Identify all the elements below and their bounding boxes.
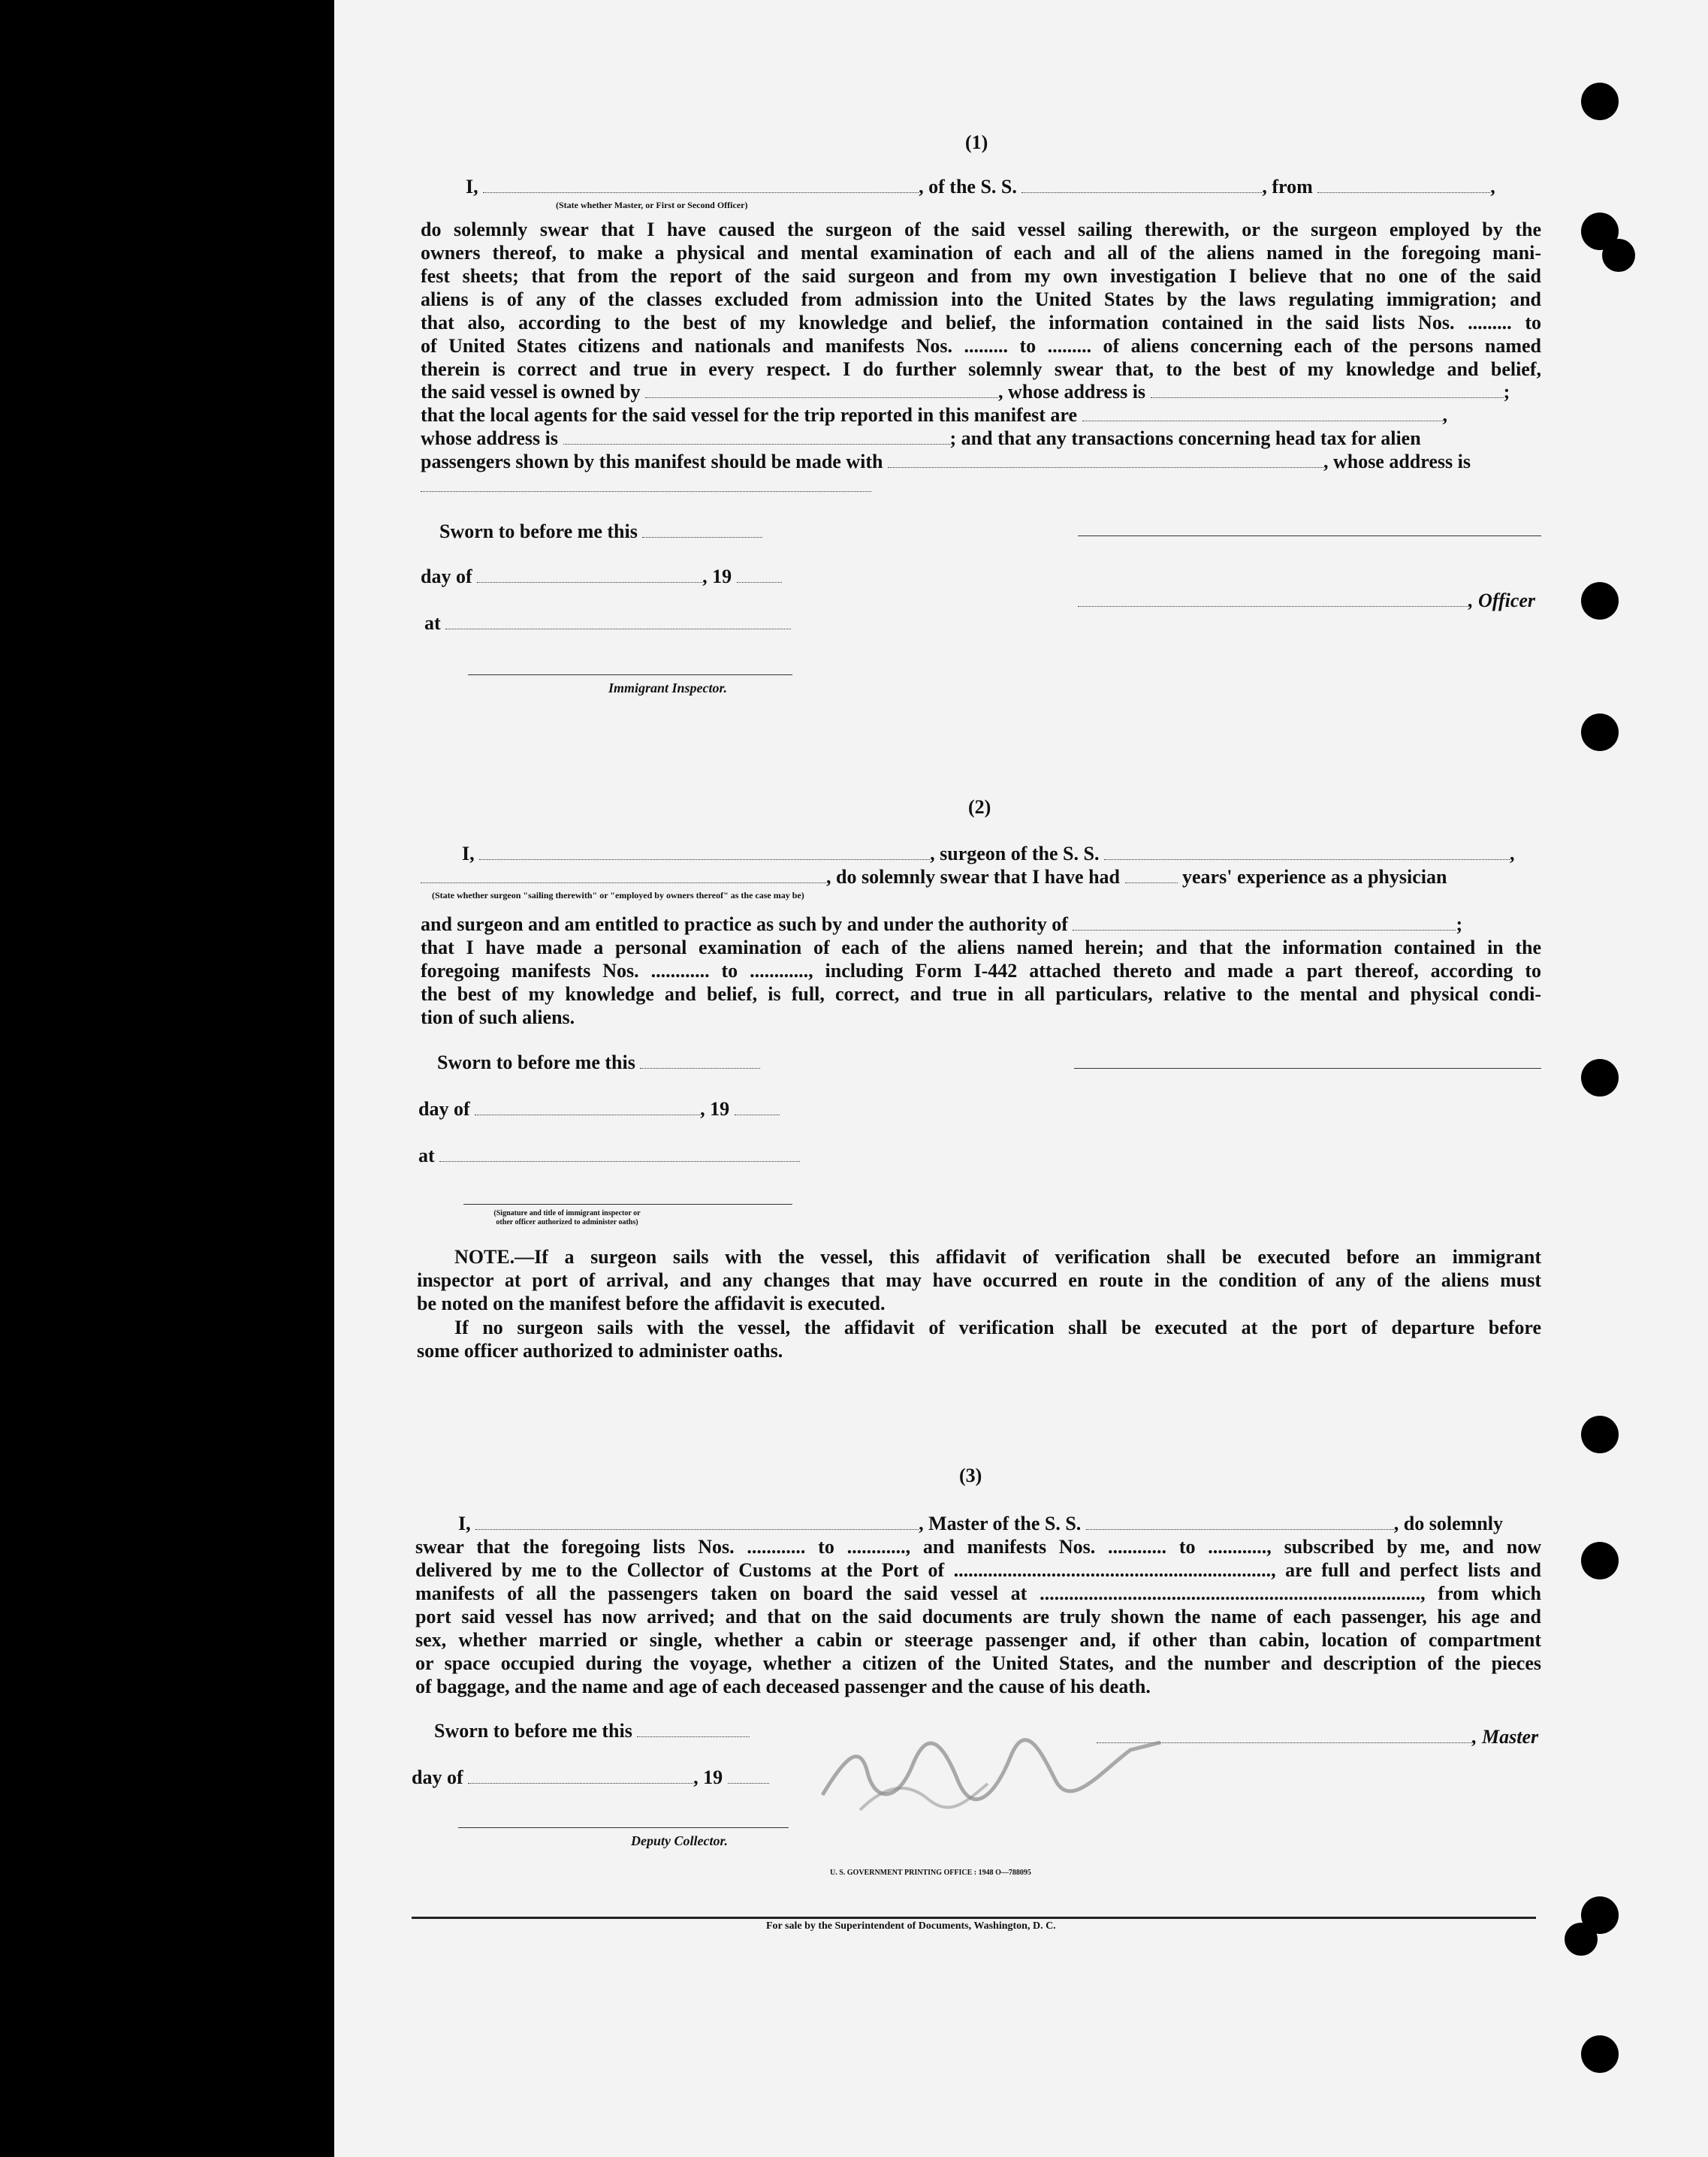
s2-year-field[interactable] — [735, 1100, 780, 1115]
ship-name-field[interactable] — [1021, 177, 1262, 193]
s2-signature-note: (Signature and title of immigrant inspector or other officer authorized to administer oaths) — [493, 1209, 641, 1226]
binder-hole — [1602, 239, 1635, 272]
master-signature-line: , Master — [1097, 1726, 1538, 1748]
surgeon-name-field[interactable] — [479, 844, 930, 860]
rank-field[interactable] — [483, 177, 919, 193]
note-paragraph: NOTE.—If a surgeon sails with the vessel, this affidavit of verification shall be executed before an immigrant inspector at port of arrival, and any changes that may have occurred en route in the condition of any of the aliens must be noted on the manifest before the affidavit is executed. — [417, 1246, 1541, 1314]
gpo-imprint: U. S. GOVERNMENT PRINTING OFFICE : 1948 O—788095 — [830, 1869, 1031, 1877]
section-1-line-1: I, , of the S. S. , from , — [466, 176, 1495, 198]
binder-hole — [1581, 582, 1619, 620]
owner-address-field[interactable] — [1151, 382, 1504, 398]
agent-address-field[interactable] — [563, 429, 950, 445]
s3-year-field[interactable] — [728, 1768, 769, 1784]
section-1-day-of: day of , 19 — [421, 566, 782, 588]
section-2-line-2: , do solemnly swear that I have had years' experience as a physician — [421, 866, 1447, 888]
for-sale-notice: For sale by the Superintendent of Documents, Washington, D. C. — [766, 1920, 1056, 1932]
rank-note: (State whether Master, or First or Second Officer) — [556, 200, 748, 210]
s2-sworn-day-field[interactable] — [640, 1053, 760, 1069]
year-field[interactable] — [737, 567, 782, 583]
section-1-paragraph: do solemnly swear that I have caused the surgeon of the said vessel sailing therewith, or the surgeon employed by the owners thereof, to make a physical and mental examination of each and all of the aliens named in the foregoing mani- fest sheets; that from the report of the said surgeon and from my own investigation I believe that no one of the said aliens is of any of the classes excluded from admission into the United States by the laws regulating immigration; and that also, according to the best of my knowledge and belief, the information contained in the said lists Nos. ......... to of United States citizens and nationals and manifests Nos. ......... to ......... of aliens concerning each of the persons named therein is correct and true in every respect. I do further solemnly swear that, to the best of my knowledge and belief, — [421, 219, 1541, 380]
section-2-sworn: Sworn to before me this — [437, 1051, 760, 1074]
surgeon-status-note: (State whether surgeon "sailing therewith" or "employed by owners thereof" as the case may be) — [432, 890, 804, 901]
surgeon-status-field[interactable] — [421, 867, 826, 883]
s3-month-field[interactable] — [468, 1768, 693, 1784]
binder-hole — [1581, 2035, 1619, 2073]
section-2-number: (2) — [968, 796, 991, 818]
from-port-field[interactable] — [1317, 177, 1490, 193]
footer-rule — [412, 1917, 1536, 1919]
inspector-signature-line[interactable] — [468, 674, 792, 675]
section-3-day-of: day of , 19 — [412, 1766, 769, 1789]
master-ship-field[interactable] — [1086, 1514, 1394, 1530]
section-1-sworn: Sworn to before me this — [439, 520, 762, 543]
note-2-paragraph: If no surgeon sails with the vessel, the affidavit of verification shall be executed at the port of departure before some officer authorized to administer oaths. — [417, 1317, 1541, 1362]
section-3-number: (3) — [959, 1465, 982, 1486]
surgeon-ship-field[interactable] — [1104, 844, 1510, 860]
section-2-line-1: I, , surgeon of the S. S. , — [462, 843, 1515, 864]
section-2-at: at — [418, 1145, 800, 1167]
section-3-sworn: Sworn to before me this — [434, 1720, 750, 1742]
section-1-number: (1) — [965, 131, 988, 153]
binder-hole — [1581, 713, 1619, 751]
head-tax-address-line[interactable] — [421, 491, 871, 492]
form-page — [334, 0, 1708, 2157]
entitled-line: and surgeon and am entitled to practice as such by and under the authority of ; — [421, 913, 1463, 935]
binder-hole — [1581, 1542, 1619, 1579]
local-agents-field[interactable] — [1082, 406, 1443, 421]
owned-by-line: the said vessel is owned by , whose address is ; — [421, 381, 1510, 403]
passengers-line: passengers shown by this manifest should be made with , whose address is — [421, 451, 1471, 472]
place-field[interactable] — [445, 614, 791, 629]
officer-signature-field[interactable] — [1078, 591, 1468, 607]
head-tax-agent-field[interactable] — [888, 452, 1323, 468]
month-field[interactable] — [477, 567, 702, 583]
deputy-collector-signature-line[interactable] — [458, 1827, 789, 1828]
local-agents-line: that the local agents for the said vessel for the trip reported in this manifest are , — [421, 404, 1448, 426]
section-2-day-of: day of , 19 — [418, 1098, 780, 1121]
s2-inspector-signature-line[interactable] — [463, 1204, 792, 1205]
officer-signature-line: , Officer — [1078, 590, 1535, 612]
surgeon-signature-line[interactable] — [1074, 1068, 1541, 1069]
s3-sworn-day-field[interactable] — [637, 1721, 750, 1737]
agent-address-line: whose address is ; and that any transactions concerning head tax for alien — [421, 427, 1421, 449]
binder-hole — [1581, 1416, 1619, 1453]
s2-month-field[interactable] — [475, 1100, 700, 1115]
binder-hole — [1565, 1923, 1598, 1956]
master-name-field[interactable] — [475, 1514, 919, 1530]
deputy-collector-label: Deputy Collector. — [631, 1833, 728, 1848]
section-3-line-1: I, , Master of the S. S. , do solemnly — [458, 1513, 1503, 1534]
immigrant-inspector-label: Immigrant Inspector. — [608, 680, 728, 695]
owner-field[interactable] — [645, 382, 998, 398]
section-3-paragraph: swear that the foregoing lists Nos. ............ to ............, and manifests Nos. ............ to ............, subscribed by me, and now delivered by me to the Collector of Customs at the Port of ................................................................., are full and perfect lists and manifests of all the passengers taken on board the said vessel at .............................................................................., from which port said vessel has now arrived; and that on the said documents are truly shown the name of each passenger, his age and sex, whether married or single, whether a cabin or steerage passenger and, if other than cabin, location of compartment or space occupied during the voyage, whether a citizen of the United States, and the number and description of the pieces of baggage, and the name and age of each deceased passenger and the cause of his death. — [415, 1536, 1541, 1697]
section-2-paragraph: that I have made a personal examination of each of the aliens named herein; and that the information contained in the foregoing manifests Nos. ............ to ............, including Form I-442 attached thereto and made a part thereof, according to the best of my knowledge and belief, is full, correct, and true in all particulars, relative to the mental and physical condi- tion of such aliens. — [421, 937, 1541, 1028]
years-field[interactable] — [1125, 867, 1178, 883]
binder-hole — [1581, 83, 1619, 120]
section-1-at: at — [424, 612, 791, 635]
s2-place-field[interactable] — [439, 1146, 800, 1162]
binder-hole — [1581, 1059, 1619, 1097]
authority-field[interactable] — [1073, 915, 1456, 931]
officer-signature-line-1[interactable] — [1078, 535, 1541, 536]
handwritten-signature — [815, 1727, 1168, 1818]
sworn-day-field[interactable] — [642, 522, 762, 538]
